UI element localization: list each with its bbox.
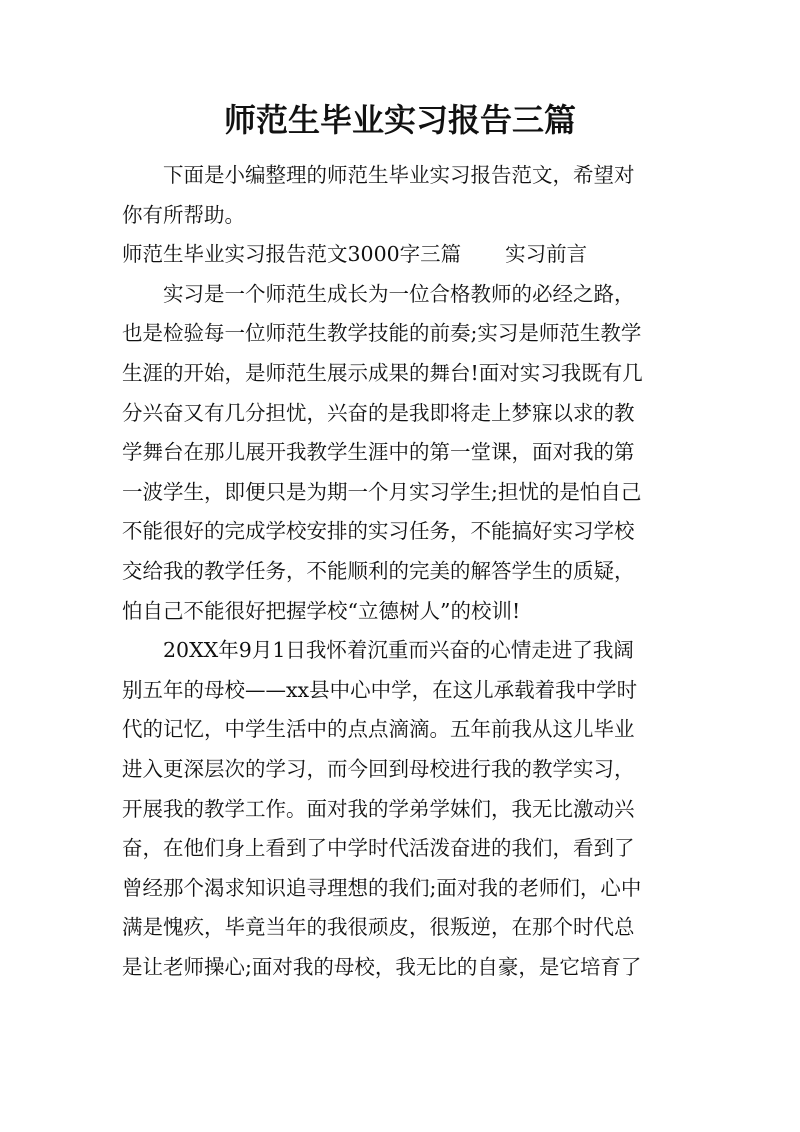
paragraph1-line: 也是检验每一位师范生教学技能的前奏;实习是师范生教学 xyxy=(122,321,642,346)
paragraph2-line: 20XX年9月1日我怀着沉重而兴奋的心情走进了我阔 xyxy=(163,638,634,663)
intro-line: 下面是小编整理的师范生毕业实习报告范文，希望对 xyxy=(163,163,635,187)
paragraph2-line: 奋，在他们身上看到了中学时代活泼奋进的我们，看到了 xyxy=(122,836,635,861)
paragraph1-line: 一波学生，即便只是为期一个月实习学生;担忧的是怕自己 xyxy=(122,479,642,504)
subheading-line xyxy=(122,235,678,275)
document-title: 师范生毕业实习报告三篇 xyxy=(223,101,576,139)
paragraph2-line: 曾经那个渴求知识追寻理想的我们;面对我的老师们，心中 xyxy=(122,875,642,900)
paragraph1-line: 交给我的教学任务，不能顺利的完美的解答学生的质疑， xyxy=(122,558,635,583)
subheading-title: 师范生毕业实习报告范文3000字三篇 xyxy=(122,242,462,267)
document-body xyxy=(122,156,678,987)
paragraph2-line: 别五年的母校——xx县中心中学，在这儿承载着我中学时 xyxy=(122,677,638,702)
paragraph2-line: 代的记忆，中学生活中的点点滴滴。五年前我从这儿毕业 xyxy=(122,717,635,742)
paragraph1-line: 不能很好的完成学校安排的实习任务，不能搞好实习学校 xyxy=(122,519,635,544)
paragraph2-line: 满是愧疚，毕竟当年的我很顽皮，很叛逆，在那个时代总 xyxy=(122,915,635,940)
paragraph2-line: 开展我的教学工作。面对我的学弟学妹们，我无比激动兴 xyxy=(122,796,635,821)
intro-line: 你有所帮助。 xyxy=(122,202,245,227)
paragraph2-line: 进入更深层次的学习，而今回到母校进行我的教学实习， xyxy=(122,756,635,781)
paragraph1-line: 分兴奋又有几分担忧，兴奋的是我即将走上梦寐以求的教 xyxy=(122,400,635,425)
paragraph1-line: 学舞台在那儿展开我教学生涯中的第一堂课，面对我的第 xyxy=(122,440,635,465)
paragraph1-line: 生涯的开始，是师范生展示成果的舞台!面对实习我既有几 xyxy=(122,360,643,385)
paragraph1-line: 怕自己不能很好把握学校“立德树人”的校训! xyxy=(122,598,521,623)
subheading-section: 实习前言 xyxy=(505,242,588,267)
paragraph2-line: 是让老师操心;面对我的母校，我无比的自豪，是它培育了 xyxy=(122,954,642,979)
paragraph1-line: 实习是一个师范生成长为一位合格教师的必经之路， xyxy=(163,281,635,306)
